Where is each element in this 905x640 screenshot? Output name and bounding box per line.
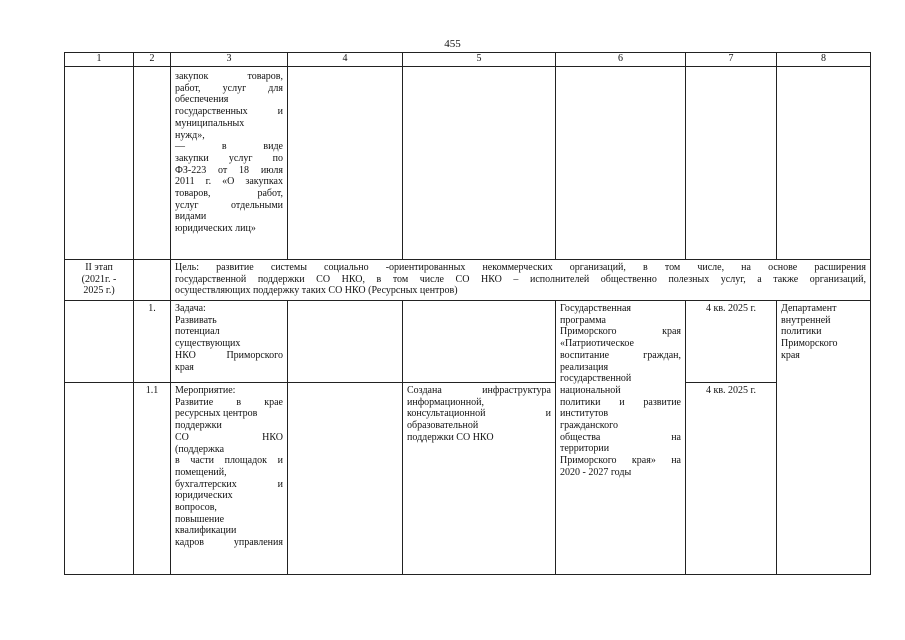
table-cell bbox=[403, 67, 556, 260]
table-cell bbox=[556, 67, 686, 260]
measure-line: юридических bbox=[175, 490, 233, 502]
result-cell bbox=[403, 383, 556, 575]
text-line: 2011 г. «О закупках bbox=[175, 176, 283, 188]
plan-table bbox=[64, 52, 871, 575]
stage-row bbox=[65, 260, 871, 301]
stage-line: II этап bbox=[85, 262, 113, 273]
program-line: национальной bbox=[560, 384, 621, 396]
responsible-line: внутренней bbox=[781, 314, 831, 326]
goal-line: государственной поддержки СО НКО, в том числе СО НКО – исполнителей общественно полезных услуг, а также организаций, bbox=[175, 273, 866, 285]
measure-line: вопросов, bbox=[175, 502, 217, 514]
task-row bbox=[65, 301, 871, 383]
program-line: Приморского края» на bbox=[560, 455, 681, 467]
result-line: поддержки СО НКО bbox=[407, 431, 494, 443]
table-cell bbox=[65, 383, 134, 575]
text-line: закупок товаров, bbox=[175, 71, 283, 82]
task-line: НКО Приморского bbox=[175, 349, 283, 361]
page-number: 455 bbox=[444, 38, 461, 50]
program-line: государственной bbox=[560, 373, 632, 385]
column-header: 5 bbox=[403, 53, 556, 67]
program-line: реализация bbox=[560, 361, 609, 373]
text-line: государственных и bbox=[175, 106, 283, 118]
text-line: закупки услуг по bbox=[175, 152, 283, 164]
column-header: 4 bbox=[288, 53, 403, 67]
measure-line: Развитие в крае bbox=[175, 396, 283, 408]
measure-line: бухгалтерских и bbox=[175, 478, 283, 490]
responsible-line: края bbox=[781, 349, 800, 361]
task-cell bbox=[171, 301, 288, 383]
table-cell bbox=[288, 301, 403, 383]
task-line: Развивать bbox=[175, 314, 217, 326]
result-line: информационной, bbox=[407, 396, 484, 408]
measure-line: повышение bbox=[175, 513, 225, 525]
task-line: края bbox=[175, 361, 194, 373]
text-line: обеспечения bbox=[175, 94, 229, 106]
text-line: товаров, работ, bbox=[175, 188, 283, 200]
column-header: 6 bbox=[556, 53, 686, 67]
column-header: 1 bbox=[65, 53, 134, 67]
program-line: институтов bbox=[560, 408, 609, 420]
goal-line: Цель: развитие системы социально -ориентированных некоммерческих организаций, в том числе, на основе расширения bbox=[175, 262, 866, 273]
column-header: 3 bbox=[171, 53, 288, 67]
stage-line: (2021г. - bbox=[81, 273, 117, 285]
goal-line: осуществляющих поддержку таких СО НКО (Ресурсных центров) bbox=[175, 285, 458, 297]
measure-line: (поддержка bbox=[175, 443, 225, 455]
column-header: 8 bbox=[777, 53, 871, 67]
stage-line: 2025 г.) bbox=[83, 285, 115, 297]
task-line: существующих bbox=[175, 338, 241, 350]
table-cell bbox=[65, 301, 134, 383]
task-number: 1. bbox=[134, 301, 171, 383]
text-line: — в виде bbox=[175, 141, 283, 153]
program-line: Государственная bbox=[560, 303, 632, 314]
program-line: гражданского bbox=[560, 420, 618, 432]
table-cell bbox=[134, 67, 171, 260]
measure-number: 1.1 bbox=[134, 383, 171, 575]
text-line: ФЗ-223 от 18 июля bbox=[175, 164, 283, 176]
program-line: воспитание граждан, bbox=[560, 349, 681, 361]
text-line: работ, услуг для bbox=[175, 82, 283, 94]
program-cell bbox=[556, 301, 686, 575]
measure-line: кадров управления bbox=[175, 537, 283, 549]
text-line: услуг отдельными bbox=[175, 199, 283, 211]
measure-line: помещений, bbox=[175, 466, 227, 478]
program-line: программа bbox=[560, 314, 606, 326]
table-cell bbox=[288, 383, 403, 575]
program-line: «Патриотическое bbox=[560, 338, 634, 350]
program-line: политики и развитие bbox=[560, 396, 681, 408]
responsible-cell bbox=[777, 301, 871, 575]
measure-line: Мероприятие: bbox=[175, 385, 236, 396]
table-cell bbox=[65, 67, 134, 260]
task-line: потенциал bbox=[175, 326, 220, 338]
measure-deadline: 4 кв. 2025 г. bbox=[686, 383, 777, 575]
table-cell bbox=[777, 67, 871, 260]
text-line: видами bbox=[175, 211, 207, 223]
result-line: образовательной bbox=[407, 420, 479, 432]
program-line: общества на bbox=[560, 431, 681, 443]
result-line: консультационной и bbox=[407, 408, 551, 420]
table-cell bbox=[686, 67, 777, 260]
responsible-line: Департамент bbox=[781, 303, 837, 314]
measure-line: квалификации bbox=[175, 525, 237, 537]
text-line: нужд», bbox=[175, 129, 205, 141]
result-line: Создана инфраструктура bbox=[407, 385, 551, 396]
task-line: Задача: bbox=[175, 303, 206, 314]
text-line: муниципальных bbox=[175, 117, 245, 129]
table-cell bbox=[134, 260, 171, 301]
column-header: 7 bbox=[686, 53, 777, 67]
table-row bbox=[65, 67, 871, 260]
measure-line: поддержки bbox=[175, 420, 222, 432]
responsible-line: политики bbox=[781, 326, 822, 338]
program-line: 2020 - 2027 годы bbox=[560, 466, 632, 478]
table-cell bbox=[288, 67, 403, 260]
continuation-text-cell bbox=[171, 67, 288, 260]
goal-cell bbox=[171, 260, 871, 301]
measure-line: в части площадок и bbox=[175, 455, 283, 467]
table-cell bbox=[403, 301, 556, 383]
stage-cell bbox=[65, 260, 134, 301]
column-header: 2 bbox=[134, 53, 171, 67]
program-line: территории bbox=[560, 443, 610, 455]
text-line: юридических лиц» bbox=[175, 223, 256, 235]
program-line: Приморского края bbox=[560, 326, 681, 338]
measure-line: СО НКО bbox=[175, 431, 283, 443]
measure-line: ресурсных центров bbox=[175, 408, 258, 420]
responsible-line: Приморского bbox=[781, 338, 838, 350]
measure-row bbox=[65, 383, 871, 575]
task-deadline: 4 кв. 2025 г. bbox=[686, 301, 777, 383]
measure-cell bbox=[171, 383, 288, 575]
column-header-row bbox=[65, 53, 871, 67]
